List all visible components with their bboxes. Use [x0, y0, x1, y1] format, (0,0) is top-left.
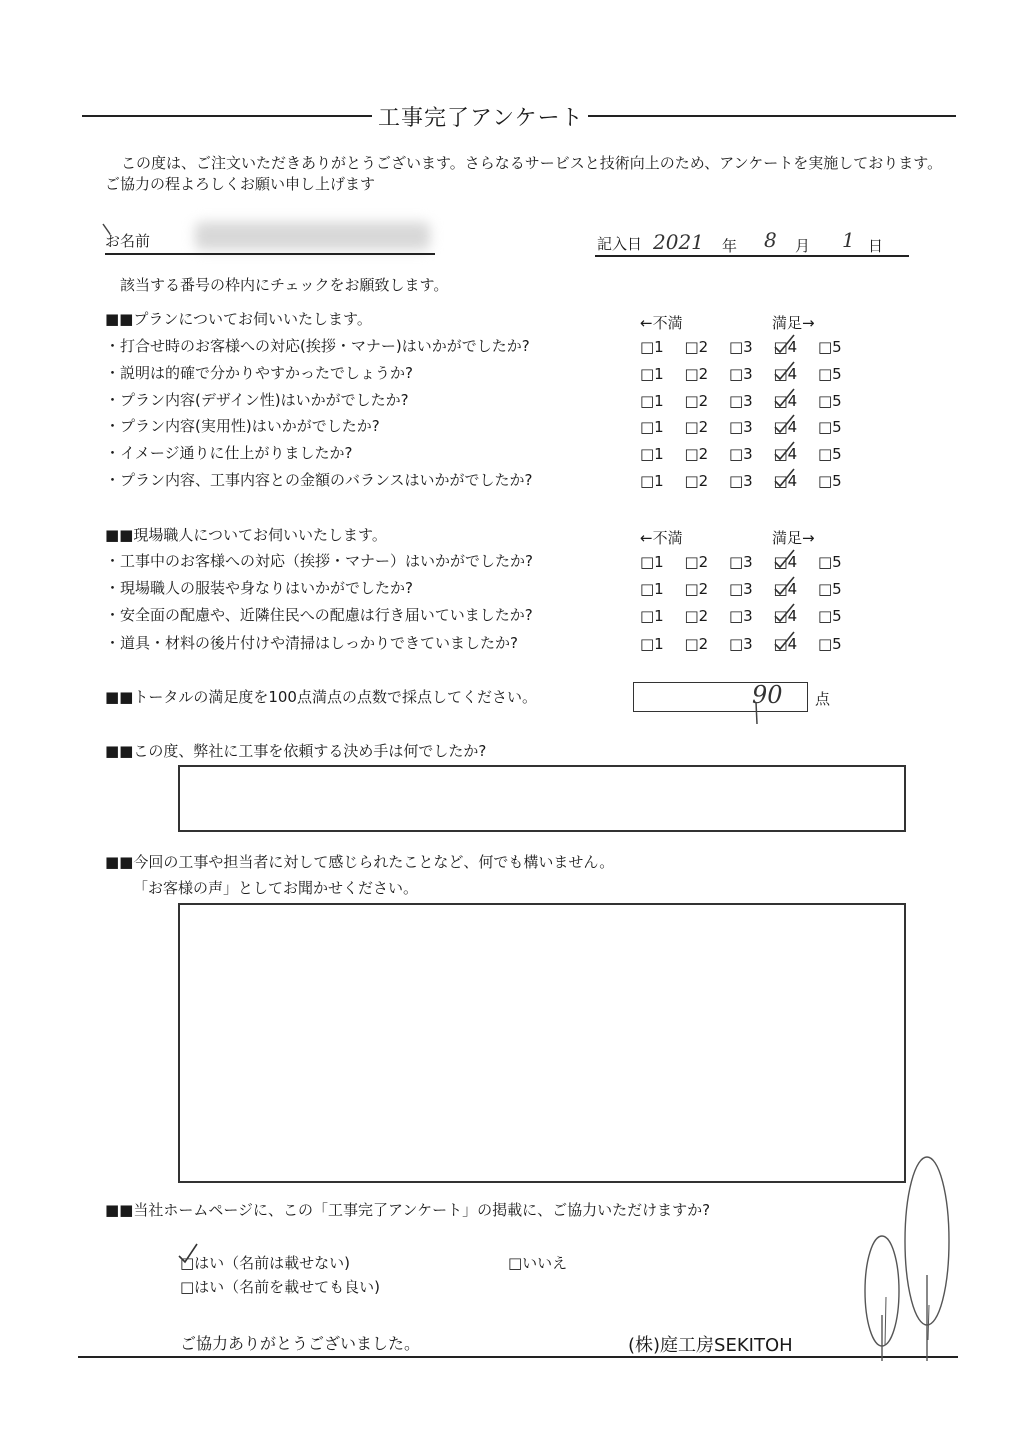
rating-options — [640, 392, 863, 410]
plan-scale-left: ←不満 — [640, 314, 683, 332]
date-year-value: 2021 — [653, 230, 704, 254]
score-pen-stroke — [750, 700, 764, 728]
publish-option-no[interactable]: □いいえ — [508, 1254, 568, 1272]
selected-check-mark — [773, 630, 797, 652]
publish-option-yes-anonymous[interactable]: □はい（名前は載せない) — [180, 1254, 351, 1272]
name-underline — [105, 253, 435, 255]
rating-option-4[interactable]: □4 — [773, 472, 798, 490]
rating-options — [640, 418, 863, 436]
rating-option-5[interactable]: □5 — [818, 553, 842, 571]
rating-option-4[interactable]: □4 — [773, 338, 798, 356]
redacted-name — [195, 222, 430, 250]
selected-check-mark — [773, 387, 797, 409]
rating-option-1[interactable]: □1 — [640, 472, 664, 490]
date-label: 記入日 — [597, 235, 643, 253]
date-underline — [595, 255, 909, 257]
publish-option-yes-with-name[interactable]: □はい（名前を載せても良い) — [180, 1278, 381, 1296]
question-text: ・現場職人の服装や身なりはいかがでしたか? — [105, 579, 413, 598]
date-year-label: 年 — [722, 237, 738, 255]
rating-options — [640, 580, 863, 598]
rating-option-3[interactable]: □3 — [729, 418, 753, 437]
rating-option-1[interactable]: □1 — [640, 553, 664, 571]
question-text: ・プラン内容(実用性)はいかがでしたか? — [105, 417, 380, 436]
title-rule-left — [82, 115, 372, 117]
rating-option-3[interactable]: □3 — [729, 580, 753, 599]
rating-option-2[interactable]: □2 — [684, 472, 709, 490]
rating-option-3[interactable]: □3 — [729, 553, 753, 571]
rating-option-1[interactable]: □1 — [640, 580, 664, 599]
rating-option-1[interactable]: □1 — [640, 634, 664, 653]
rating-option-5[interactable]: □5 — [818, 338, 842, 356]
question-text: ・イメージ通りに仕上がりましたか? — [105, 444, 353, 463]
rating-options — [640, 553, 863, 571]
rating-option-2[interactable]: □2 — [684, 418, 709, 437]
date-month-label: 月 — [795, 237, 811, 255]
rating-option-5[interactable]: □5 — [818, 445, 842, 464]
question-text: ・安全面の配慮や、近隣住民への配慮は行き届いていましたか? — [105, 606, 533, 625]
decision-answer-box[interactable] — [178, 765, 906, 832]
rating-option-2[interactable]: □2 — [684, 338, 709, 356]
rating-option-4[interactable]: □4 — [773, 445, 798, 464]
page-title: 工事完了アンケート — [378, 106, 584, 131]
craft-section-heading: ■■現場職人についてお伺いいたします。 — [105, 526, 387, 544]
rating-options — [640, 445, 863, 463]
rating-option-4[interactable]: □4 — [773, 553, 798, 571]
voice-answer-box[interactable] — [178, 903, 906, 1183]
rating-option-4[interactable]: □4 — [773, 391, 798, 410]
voice-subtitle: 「お客様の声」としてお聞かせください。 — [133, 879, 419, 897]
rating-option-1[interactable]: □1 — [640, 445, 664, 464]
question-text: ・プラン内容、工事内容との金額のバランスはいかがでしたか? — [105, 471, 533, 489]
question-text: ・説明は的確で分かりやすかったでしょうか? — [105, 363, 413, 382]
score-unit: 点 — [815, 690, 831, 708]
selected-check-mark — [773, 440, 797, 462]
tree-illustration — [860, 1155, 960, 1365]
rating-options — [640, 635, 863, 653]
rating-option-5[interactable]: □5 — [818, 634, 842, 653]
rating-option-3[interactable]: □3 — [729, 472, 753, 490]
rating-option-2[interactable]: □2 — [684, 607, 709, 626]
rating-option-5[interactable]: □5 — [818, 418, 842, 437]
voice-question: ■■今回の工事や担当者に対して感じられたことなど、何でも構いません。 — [105, 853, 615, 871]
rating-option-3[interactable]: □3 — [729, 607, 753, 626]
rating-option-1[interactable]: □1 — [640, 391, 664, 410]
rating-options — [640, 338, 863, 356]
rating-option-1[interactable]: □1 — [640, 418, 664, 437]
selected-check-mark — [773, 333, 797, 355]
question-text: ・工事中のお客様への対応（挨拶・マナー）はいかがでしたか? — [105, 552, 533, 570]
rating-option-5[interactable]: □5 — [818, 580, 842, 599]
selected-check-mark — [773, 575, 797, 597]
rating-option-3[interactable]: □3 — [729, 338, 753, 356]
rating-option-5[interactable]: □5 — [818, 364, 842, 383]
rating-option-1[interactable]: □1 — [640, 607, 664, 626]
question-text: ・プラン内容(デザイン性)はいかがでしたか? — [105, 390, 409, 409]
rating-option-4[interactable]: □4 — [773, 580, 798, 599]
rating-options — [640, 607, 863, 625]
score-value: 90 — [752, 681, 783, 709]
rating-option-2[interactable]: □2 — [684, 391, 709, 410]
intro-text: この度は、ご注文いただきありがとうございます。さらなるサービスと技術向上のため、アンケートを実施しております。ご協力の程よろしくお願い申し上げます — [105, 154, 943, 193]
rating-option-2[interactable]: □2 — [684, 364, 709, 383]
rating-option-1[interactable]: □1 — [640, 338, 664, 356]
rating-option-3[interactable]: □3 — [729, 391, 753, 410]
plan-scale-right: 満足→ — [772, 314, 815, 332]
rating-option-5[interactable]: □5 — [818, 391, 842, 410]
rating-option-2[interactable]: □2 — [684, 553, 709, 571]
rating-option-5[interactable]: □5 — [818, 607, 842, 626]
question-text: ・打合せ時のお客様への対応(挨拶・マナー)はいかがでしたか? — [105, 337, 530, 355]
rating-option-3[interactable]: □3 — [729, 364, 753, 383]
rating-option-4[interactable]: □4 — [773, 634, 798, 653]
date-day-value: 1 — [842, 228, 855, 252]
footer-rule — [78, 1356, 958, 1358]
selected-check-mark — [773, 413, 797, 435]
rating-option-2[interactable]: □2 — [684, 445, 709, 464]
rating-option-2[interactable]: □2 — [684, 580, 709, 599]
rating-options — [640, 365, 863, 383]
date-day-label: 日 — [868, 237, 884, 255]
rating-option-4[interactable]: □4 — [773, 364, 798, 383]
rating-option-4[interactable]: □4 — [773, 418, 798, 437]
rating-option-3[interactable]: □3 — [729, 634, 753, 653]
selected-check-mark — [773, 602, 797, 624]
rating-option-4[interactable]: □4 — [773, 607, 798, 626]
date-month-value: 8 — [764, 228, 777, 252]
craft-scale-right: 満足→ — [772, 529, 815, 547]
selected-check-mark — [773, 548, 797, 570]
name-check-mark — [100, 220, 120, 240]
title-rule-right — [588, 115, 956, 117]
decision-question: ■■この度、弊社に工事を依頼する決め手は何でしたか? — [105, 742, 487, 760]
rating-option-2[interactable]: □2 — [684, 634, 709, 653]
rating-option-3[interactable]: □3 — [729, 445, 753, 464]
publish-question: ■■当社ホームページに、この「工事完了アンケート」の掲載に、ご協力いただけますか? — [105, 1201, 711, 1219]
instruction-text: 該当する番号の枠内にチェックをお願致します。 — [120, 276, 449, 294]
question-text: ・道具・材料の後片付けや清掃はしっかりできていましたか? — [105, 633, 518, 652]
rating-options — [640, 472, 863, 490]
rating-option-1[interactable]: □1 — [640, 364, 664, 383]
plan-section-heading: ■■プランについてお伺いいたします。 — [105, 310, 372, 328]
craft-scale-left: ←不満 — [640, 529, 683, 547]
selected-check-mark — [773, 467, 797, 489]
name-label: お名前 — [105, 232, 151, 250]
rating-option-5[interactable]: □5 — [818, 472, 842, 490]
footer-company: (株)庭工房SEKITOH — [628, 1335, 793, 1356]
publish-check-mark — [177, 1241, 199, 1265]
footer-thanks: ご協力ありがとうございました。 — [180, 1334, 421, 1353]
selected-check-mark — [773, 360, 797, 382]
score-question: ■■トータルの満足度を100点満点の点数で採点してください。 — [105, 688, 537, 706]
